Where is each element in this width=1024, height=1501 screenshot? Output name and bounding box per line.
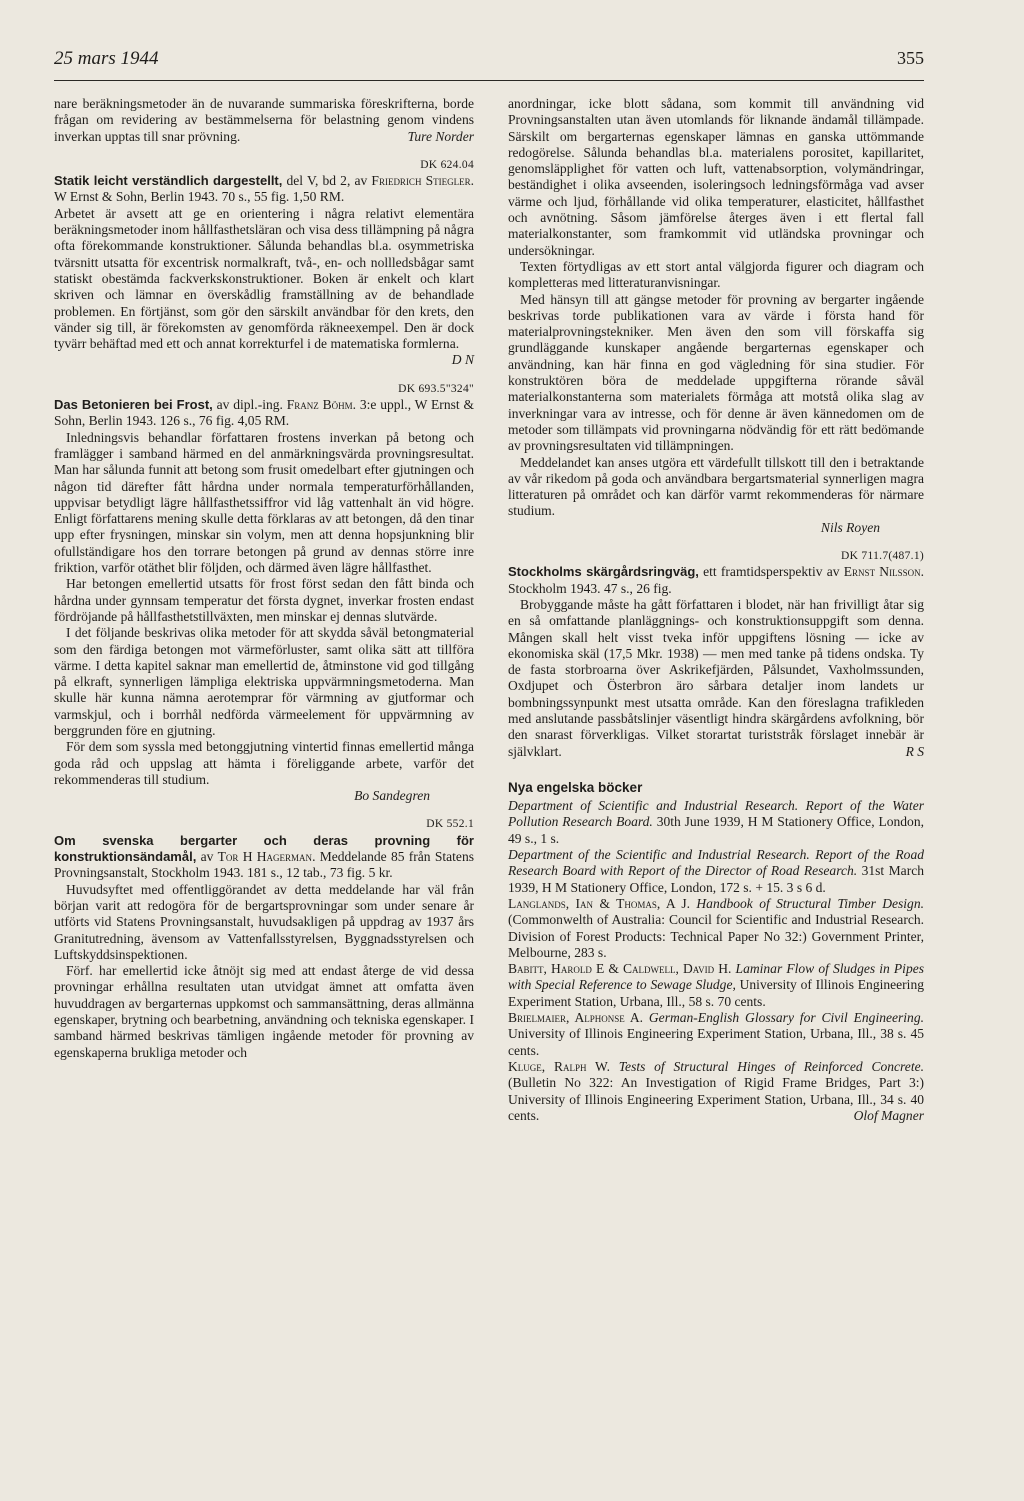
paragraph: Texten förtydligas av ett stort antal välgjorda figurer och diagram och kompletteras med litteraturanvisningar. <box>508 258 924 291</box>
paragraph: Meddelandet kan anses utgöra ett värdefullt tillskott till den i betraktande av vår rikedom på goda och användbara bergartsmaterial synnerligen magra litteraturen på området och kan därför varmt rekommenderas för närmare studium. <box>508 454 924 519</box>
paragraph: Har betongen emellertid utsatts för frost först sedan den fått binda och hårdna under gynnsam temperatur det första dygnet, inverkar frosten endast fördröjande på hållfasthetstillväxten, men minskar ej dennas slutvärde. <box>54 576 474 624</box>
paragraph: anordningar, icke blott sådana, som kommit till användning vid Provningsanstalten utan även utomlands för liknande ändamål tillämpade. Särskilt om bergarternas egenskaper lämnas en ganska uttömmande redogörelse. Sålunda behandlas bl.a. materialens porositet, kapillaritet, genomsläpplighet för vatten och luft, vattenabsorption, volymändringar, beständighet i olika avseenden, isoleringsoch ledningsförmåga vad avser värme och ljud, förhållande vid olika temperaturer, elasticitet, hållfasthet och avnötning. Såsom jämförelse återges även i ett flertal fall materialkonstanter, som framkommit vid utländska provningar och undersökningar. <box>508 96 924 258</box>
paragraph: För dem som syssla med betonggjutning vintertid finnas emellertid många goda råd och uppslag att hämta i föreliggande arbete, varför det rekommenderas till studium. <box>54 739 474 787</box>
dk-code-statik: DK 624.04 <box>420 158 474 171</box>
paragraph: I det följande beskrivas olika metoder för att skydda såväl betongmaterial som den färdiga betongen mot värmeförluster, samt olika sätt att tillföra värme. I detta kapitel saknar man emellertid de, åtminstone vid god tillgång på elkraft, synnerligen lämpliga elektriska uppvärmningsmetoderna. Man skulle här kunna nämna aerotemprar för värmning av gjutformar och varmskjul, och i borrhål nedförda värmeelement för uppvärmning av berggrunden före en gjutning. <box>54 625 474 738</box>
review-signature: R S <box>905 743 924 759</box>
issue-date: 25 mars 1944 <box>54 48 159 69</box>
review-signature: Bo Sandegren <box>354 788 430 804</box>
review-statik-heading: Statik leicht verständlich dargestellt, del V, bd 2, av Friedrich Stiegler. W Ernst & Sohn, Berlin 1943. 70 s., 55 fig. 1,50 RM. <box>54 173 474 205</box>
review-signature: Nils Royen <box>820 519 880 535</box>
intro-text: nare beräkningsmetoder än de nuvarande summariska föreskrifterna, borde frågan om revidering av bestämmelserna för belastning genom vindens inverkan upptas till snar prövning. <box>54 96 474 144</box>
book-author: Ernst Nilsson <box>843 564 921 580</box>
dk-code-betonieren: DK 693.5"324" <box>398 382 474 395</box>
intro-signature: Ture Norder <box>407 128 474 144</box>
left-column <box>54 96 474 1061</box>
book-entry: Department of the Scientific and Industrial Research. Report of the Road Research Board with Report of the Director of Road Research. 31st March 1939, H M Stationery Office, London, 172 s. + 15. 3 s 6 d. <box>508 847 924 895</box>
paragraph: Förf. har emellertid icke åtnöjt sig med att endast återge de vid dessa provningar erhållna resultaten utan utvidgat ämnet att omfatta även huvuddragen av bergarternas uppkomst och sammansättning, deras allmänna egenskaper, brytning och bearbetning, användning och tekniska egenskaper. I samband härmed beskrivas tämligen ingående metoder för provning av egenskaperna brukliga metoder och <box>54 963 474 1060</box>
book-title: Stockholms skärgårdsringväg, <box>508 564 699 580</box>
review-statik-body: Arbetet är avsett att ge en orientering i några relativt elementära beräkningsmetoder inom hållfasthetsläran och visa dess tillämpning på några ofta förekommande konstruktioner. Sålunda behandlas bl.a. osymmetriska tvärsnitt utsatta för excentrisk normalkraft, två-, en- och nollledsbågar samt statiskt obestämda fackverkskonstruktioner. Boken är enkelt och klart skriven och lämnar en överskådlig framställning av de behandlade problemen. En förtjänst, som gör den särskilt användbar för den krets, den vänder sig till, är förekomsten av genomförda räkneexempel. Den är dock tyvärr behäftad med ett och annat korrekturfel i de matematiska formlerna. D N <box>54 205 474 368</box>
book-author: Franz Böhm <box>286 397 353 413</box>
right-column <box>508 96 924 1124</box>
page-header <box>54 44 924 81</box>
book-title: Das Betonieren bei Frost, <box>54 397 213 413</box>
books-section-heading: Nya engelska böcker <box>508 779 643 795</box>
paragraph: Inledningsvis behandlar författaren frostens inverkan på betong och framlägger i samband härmed en del anmärkningsvärda provningsresultat. Man har sålunda funnit att betong som frusit omedelbart efter gjutningen och någon tid därefter fått hårdna under normala temperaturförhållanden, uppvisar betydligt lägre hållfasthetssiffror vid låg vattenhalt än vid högre. Enligt författarens mening skulle detta förklaras av att betongen, då den tinar upp efter frysningen, minskar sin volym, men att denna hopsjunkning blir ofullständigare hos den torrare betongen på grund av dennas större inre friktion, varför otäthet blir följden, och därmed även lägre hållfasthet. <box>54 429 474 576</box>
page-number: 355 <box>897 48 924 68</box>
book-entry: Langlands, Ian & Thomas, A J. Handbook of Structural Timber Design. (Commonwelth of Australia: Council for Scientific and Industrial Research. Division of Forest Products: Technical Paper No 32:) Government Printer, Melbourne, 283 s. <box>508 895 924 960</box>
books-signature: Olof Magner <box>853 1107 924 1123</box>
intro-paragraph <box>54 96 474 145</box>
book-title: Om svenska bergarter och deras provning för konstruktionsändamål, <box>54 832 474 865</box>
dk-code-bergarter: DK 552.1 <box>426 818 474 831</box>
review-skargard-body: Brobyggande måste ha gått författaren i blodet, när han frivilligt åtar sig en så omfattande planläggnings- och konstruktionsuppgift som denna. Mången skall helt visst tveka inför uppgiftens lösning — icke av ekonomiska skäl (17,5 Mkr. 1938) — men med tanke på tidens ondska. Ty de fasta storbroarna över Askrikefjärden, Pålsundet, Vaxholmssunden, Oxdjupet och Österbron äro sårbara detaljer inom landets ur bombningssynpunkt mest utsatta område. Kan den föreslagna trafikleden med anslutande passbåtslinjer väsentligt hindra skärgårdens avfolkning, bör den snarast förverkligas. Vilket storartat turiststråk förslaget innebär är självklart. R S <box>508 596 924 759</box>
book-title: Statik leicht verständlich dargestellt, <box>54 173 283 189</box>
book-author: Tor H Hagerman <box>217 849 313 865</box>
book-entry: Brielmaier, Alphonse A. German-English Glossary for Civil Engineering. University of Illinois Engineering Experiment Station, Urbana, Ill., 38 s. 45 cents. <box>508 1010 924 1058</box>
book-author: Friedrich Stiegler <box>371 173 471 189</box>
review-skargard-heading: Stockholms skärgårdsringväg, ett framtidsperspektiv av Ernst Nilsson. Stockholm 1943. 47 s., 26 fig. <box>508 564 924 596</box>
paragraph: Med hänsyn till att gängse metoder för provning av bergarter ingående beskrivas torde publikationen vara av värde i första hand för materialprovningstekniker. Men även den som vill förskaffa sig grundläggande kunskaper angående bergarternas egenskaper och användning, kan här finna en god vägledning för sina studier. För konstruktören böra de meddelade uppgifterna rörande såväl materialkonstanterna som materialets förmåga att motstå olika slag av inverkningar vara av intresse, och för denne är även kännedomen om de metoder som tillämpats vid provningarna nödvändig för ett rätt bedömande av provningsresultaten vid tillämpningen. <box>508 291 924 454</box>
book-entry: Kluge, Ralph W. Tests of Structural Hinges of Reinforced Concrete. (Bulletin No 322: An Investigation of Rigid Frame Bridges, Part 3:) University of Illinois Engineering Experiment Station, Urbana, Ill., 34 s. 40 cents. Olof Magner <box>508 1058 924 1123</box>
book-entry: Department of Scientific and Industrial Research. Report of the Water Pollution Research Board. 30th June 1939, H M Stationery Office, London, 49 s., 1 s. <box>508 798 924 846</box>
paragraph: Huvudsyftet med offentliggörandet av detta meddelande har väl från början varit att redogöra för de bergartsprovningar som under senare år utförts vid Statens Provningsanstalt, huvudsakligen på uppdrag av 1937 års Granitutredning, ävensom av Vattenfallsstyrelsen, Byggnadsstyrelsen och Luftskyddsinspektionen. <box>54 881 474 962</box>
review-bergarter-heading: Om svenska bergarter och deras provning för konstruktionsändamål, av Tor H Hagerman. Meddelande 85 från Statens Provningsanstalt, Stockholm 1943. 181 s., 12 tab., 73 fig. 5 kr. <box>54 832 474 881</box>
review-betonieren-heading: Das Betonieren bei Frost, av dipl.-ing. Franz Böhm. 3:e uppl., W Ernst & Sohn, Berlin 1943. 126 s., 76 fig. 4,05 RM. <box>54 397 474 429</box>
book-entry: Babitt, Harold E & Caldwell, David H. Laminar Flow of Sludges in Pipes with Special Reference to Sewage Sludge, University of Illinois Engineering Experiment Station, Urbana, Ill., 58 s. 70 cents. <box>508 961 924 1009</box>
dk-code-skargard: DK 711.7(487.1) <box>841 550 924 563</box>
review-signature: D N <box>451 352 474 368</box>
